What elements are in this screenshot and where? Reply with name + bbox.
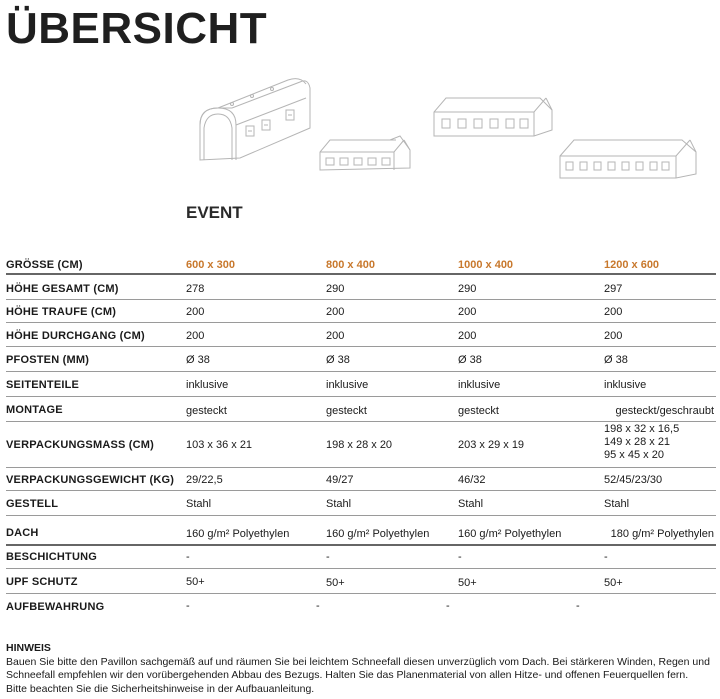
size-1200x600: 1200 x 600 <box>604 259 660 271</box>
cell: 160 g/m² Polyethylen <box>326 528 430 540</box>
row-label: GESTELL <box>6 498 59 510</box>
cell: 50+ <box>604 577 623 589</box>
cell: Ø 38 <box>326 354 350 366</box>
table-row-verpackungsgewicht <box>6 468 716 491</box>
table-row-dach <box>6 516 716 546</box>
table-row-beschichtung <box>6 546 716 569</box>
table-row-pfosten <box>6 347 716 372</box>
cell: - <box>316 600 320 612</box>
cell: 160 g/m² Polyethylen <box>186 528 290 540</box>
table-row-hoehe-durchgang <box>6 323 716 347</box>
cell: Stahl <box>458 498 484 510</box>
cell: 297 <box>604 283 623 295</box>
cell: - <box>186 551 190 563</box>
cell: 29/22,5 <box>186 474 223 486</box>
cell: Stahl <box>326 498 352 510</box>
cell: 180 g/m² Polyethylen <box>610 528 714 540</box>
cell: 200 <box>326 306 345 318</box>
tent-800x400-illustration <box>320 136 410 170</box>
notice-heading: HINWEIS <box>6 642 51 654</box>
cell: 160 g/m² Polyethylen <box>458 528 562 540</box>
tent-1000x400-illustration <box>434 98 552 136</box>
cell: inklusive <box>326 379 369 391</box>
cell: 49/27 <box>326 474 354 486</box>
cell: gesteckt/geschraubt <box>615 405 714 417</box>
cell: Ø 38 <box>186 354 210 366</box>
table-row-hoehe-gesamt <box>6 277 716 300</box>
row-label: AUFBEWAHRUNG <box>6 601 105 613</box>
cell: gesteckt <box>326 405 367 417</box>
row-label: BESCHICHTUNG <box>6 551 98 563</box>
table-row-upf-schutz <box>6 569 716 594</box>
cell: 203 x 29 x 19 <box>458 439 525 451</box>
cell: Ø 38 <box>604 354 628 366</box>
cell: - <box>446 600 450 612</box>
cell: 46/32 <box>458 474 486 486</box>
row-label: HÖHE GESAMT (CM) <box>6 283 119 295</box>
cell: inklusive <box>186 379 229 391</box>
cell: 200 <box>604 330 623 342</box>
table-row-seitenteile <box>6 372 716 397</box>
notice-text: Bauen Sie bitte den Pavillon sachgemäß auf und räumen Sie bei leichtem Schneefall diesen unverzüglich vom Dach. Bei stärkeren Winden, Regen und Schneefall empfehlen wir den vorübergehenden Abbau des Bezugs. Halten Sie das Planenmaterial von allen Hitze- und offenen Feuerquellen fern. Bitte beachten Sie die Sicherheitshinweise in der Aufbauanleitung. <box>6 655 710 695</box>
cell: gesteckt <box>186 405 227 417</box>
cell: - <box>604 551 608 563</box>
notice <box>6 642 712 696</box>
cell: 200 <box>458 330 477 342</box>
table-row-verpackungsmass <box>6 422 716 468</box>
cell: Ø 38 <box>458 354 482 366</box>
size-600x300: 600 x 300 <box>186 259 235 271</box>
cell: 198 x 28 x 20 <box>326 439 393 451</box>
cell: 200 <box>186 330 205 342</box>
cell: 198 x 32 x 16,5 149 x 28 x 21 95 x 45 x 20 <box>604 423 680 461</box>
row-label: DACH <box>6 527 39 539</box>
row-label: SEITENTEILE <box>6 379 80 391</box>
cell: 50+ <box>326 577 345 589</box>
row-label: VERPACKUNGSGEWICHT (KG) <box>6 474 175 486</box>
cell: - <box>326 551 330 563</box>
row-label: PFOSTEN (MM) <box>6 354 90 366</box>
cell: - <box>576 600 580 612</box>
cell: 290 <box>326 283 345 295</box>
cell: 290 <box>458 283 477 295</box>
row-label: VERPACKUNGSMASS (CM) <box>6 439 155 451</box>
tent-1200x600-illustration <box>560 140 696 178</box>
event-heading: EVENT <box>186 203 243 222</box>
cell: 200 <box>458 306 477 318</box>
cell: Stahl <box>604 498 630 510</box>
cell: 200 <box>186 306 205 318</box>
cell: - <box>458 551 462 563</box>
cell: 50+ <box>186 576 205 588</box>
cell: gesteckt <box>458 405 499 417</box>
row-label: UPF SCHUTZ <box>6 576 78 588</box>
cell: 200 <box>604 306 623 318</box>
cell: 50+ <box>458 577 477 589</box>
size-row <box>6 255 716 275</box>
cell: 278 <box>186 283 205 295</box>
size-1000x400: 1000 x 400 <box>458 259 514 271</box>
page-title: ÜBERSICHT <box>6 4 268 53</box>
size-800x400: 800 x 400 <box>326 259 375 271</box>
cell: Stahl <box>186 498 212 510</box>
cell: 52/45/23/30 <box>604 474 663 486</box>
cell: - <box>186 600 190 612</box>
table-row-hoehe-traufe <box>6 300 716 323</box>
table-row-aufbewahrung <box>6 594 716 619</box>
cell: inklusive <box>458 379 501 391</box>
cell: 103 x 36 x 21 <box>186 439 253 451</box>
table-row-gestell <box>6 491 716 516</box>
cell: 200 <box>326 330 345 342</box>
row-label: HÖHE DURCHGANG (CM) <box>6 330 145 342</box>
tent-600x300-illustration <box>200 79 310 160</box>
cell: inklusive <box>604 379 647 391</box>
table-row-montage <box>6 397 716 422</box>
row-label: GRÖSSE (CM) <box>6 259 83 271</box>
row-label: MONTAGE <box>6 404 63 416</box>
row-label: HÖHE TRAUFE (CM) <box>6 306 117 318</box>
